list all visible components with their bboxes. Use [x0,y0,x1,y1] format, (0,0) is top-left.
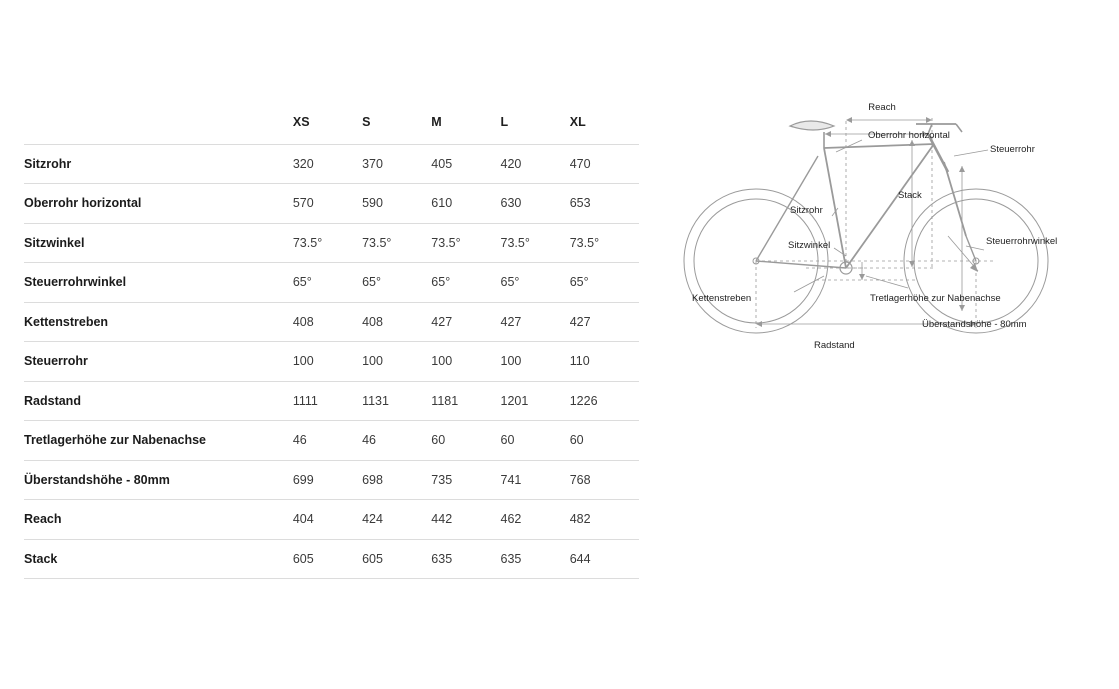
table-row [24,144,639,184]
table-row [24,223,639,263]
label-sitzwinkel: Sitzwinkel [788,240,831,251]
cell-xl: 60 [569,433,584,448]
cell-xl: 73.5° [569,235,600,250]
label-oberrohr-horizontal: Oberrohr horizontal [868,130,950,141]
arrow-standover-bottom [959,305,965,311]
cell-m: 635 [431,551,453,566]
leader-tretlager [866,276,908,288]
downtube [846,144,934,268]
column-header-m: M [431,114,442,129]
cell-l: 1201 [500,393,529,408]
cell-xs: 408 [292,314,314,329]
cell-xl: 644 [569,551,591,566]
cell-m: 735 [431,472,453,487]
cell-s: 424 [362,512,383,527]
cell-xl: 65° [569,275,589,290]
cell-s: 65° [362,275,381,290]
geometry-table-container [24,106,639,579]
table-row [24,381,639,421]
cell-l: 427 [500,314,522,329]
cell-xs: 320 [292,156,314,171]
cell-xs: 404 [292,512,314,527]
row-label: Steuerrohrwinkel [24,275,127,290]
cell-s: 698 [362,472,383,487]
table-row [24,421,639,461]
cell-l: 741 [500,472,522,487]
cell-l: 73.5° [500,235,530,250]
row-label: Kettenstreben [24,314,109,329]
cell-m: 610 [431,196,453,211]
label-kettenstreben: Kettenstreben [692,293,752,304]
label-steuerrohr: Steuerrohr [990,144,1035,155]
cell-l: 65° [500,275,520,290]
cell-xs: 570 [292,196,314,211]
cell-xl: 427 [569,314,591,329]
cell-l: 60 [500,433,515,448]
label-stack: Stack [898,190,922,201]
cell-s: 46 [362,433,376,448]
arrow-standover-top [959,166,965,172]
row-label: Stack [24,551,58,566]
chainstay [756,261,846,268]
cell-s: 605 [362,551,383,566]
leader-steuerrohr [954,150,988,156]
row-label: Oberrohr horizontal [24,196,142,211]
leader-sitzwinkel [834,248,846,256]
bar-end [956,124,962,132]
cell-xs: 65° [292,275,312,290]
saddle [790,121,834,130]
arrow-tt-left [825,131,831,137]
leader-steuerrohrwinkel [966,246,984,250]
cell-l: 100 [500,354,522,369]
column-header-l: L [500,114,509,129]
leader-kettenstreben [794,276,824,292]
cell-xs: 46 [292,433,307,448]
cell-s: 1131 [362,393,389,408]
cell-m: 442 [431,512,453,527]
cell-s: 100 [362,354,383,369]
row-label: Tretlagerhöhe zur Nabenachse [24,433,207,448]
row-label: Reach [24,512,62,527]
cell-xs: 1111 [292,393,318,408]
cell-m: 1181 [431,393,459,408]
cell-xl: 768 [569,472,591,487]
table-head [24,106,639,144]
bike-geometry-diagram [666,96,1096,386]
table-row [24,342,639,382]
label-sitzrohr: Sitzrohr [790,205,823,216]
table-body [24,144,639,579]
cell-xs: 73.5° [292,235,323,250]
cell-xl: 1226 [569,393,598,408]
cell-m: 60 [431,433,446,448]
cell-xl: 482 [569,512,591,527]
cell-m: 65° [431,275,451,290]
cell-m: 405 [431,156,453,171]
column-header-xl: XL [569,114,586,129]
table-row [24,263,639,303]
arrow-right [926,117,932,123]
cell-xl: 110 [569,354,590,369]
label-reach: Reach [868,102,896,113]
cell-xl: 470 [569,156,591,171]
table-row [24,539,639,579]
cell-s: 73.5° [362,235,392,250]
geometry-table [24,106,639,579]
fork-lower [966,236,976,261]
arrow-bb-bottom [859,274,865,280]
row-label: Steuerrohr [24,354,88,369]
cell-s: 590 [362,196,383,211]
row-label: Radstand [24,393,81,408]
label-tretlagerhoehe: Tretlagerhöhe zur Nabenachse [870,293,1001,304]
column-header-xs: XS [292,114,310,129]
label-steuerrohrwinkel: Steuerrohrwinkel [986,236,1058,247]
table-row [24,184,639,224]
table-row [24,500,639,540]
cell-m: 73.5° [431,235,461,250]
cell-xs: 100 [292,354,314,369]
label-radstand: Radstand [814,340,855,351]
label-ueberstandshoehe: Überstandshöhe - 80mm [922,319,1027,330]
cell-xl: 653 [569,196,591,211]
fork [944,162,966,236]
cell-l: 635 [500,551,522,566]
cell-s: 408 [362,314,383,329]
cell-l: 420 [500,156,522,171]
table-row [24,460,639,500]
cell-l: 630 [500,196,522,211]
cell-m: 427 [431,314,453,329]
bike-diagram-svg [666,96,1096,386]
arrow-left [846,117,852,123]
column-header-s: S [362,114,371,129]
row-label: Überstandshöhe - 80mm [24,472,170,487]
cell-xs: 699 [292,472,314,487]
table-header-row [24,106,639,144]
cell-xs: 605 [292,551,314,566]
row-label: Sitzwinkel [24,235,85,250]
arrow-wb-left [756,321,762,327]
toptube [824,144,934,148]
row-label: Sitzrohr [24,156,72,171]
cell-s: 370 [362,156,383,171]
table-row [24,302,639,342]
column-header-measure [24,106,293,144]
cell-m: 100 [431,354,453,369]
cell-l: 462 [500,512,522,527]
